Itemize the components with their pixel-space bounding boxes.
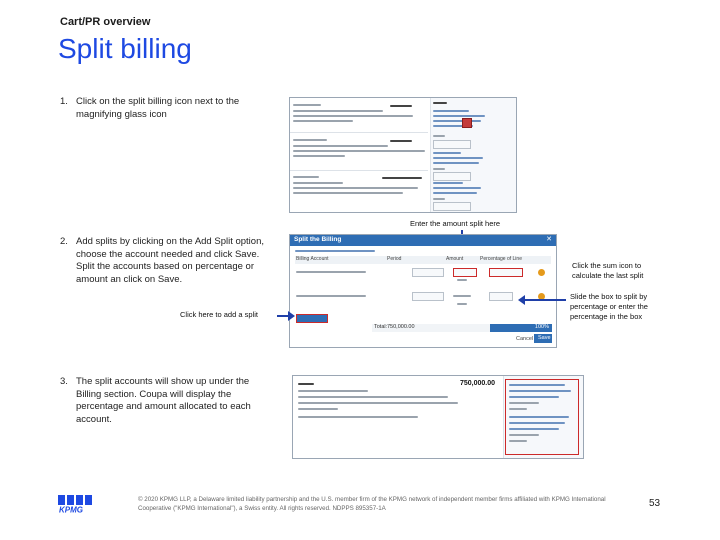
cancel-button[interactable]: Cancel (516, 336, 534, 342)
page-number: 53 (649, 498, 661, 509)
step-3 (60, 376, 260, 426)
close-icon[interactable]: ✕ (546, 236, 552, 243)
col-amount: Amount (446, 256, 464, 262)
split-billing-icon[interactable] (462, 118, 472, 128)
dialog-titlebar (290, 235, 556, 246)
col-period: Period (387, 256, 402, 262)
sum-icon[interactable] (538, 269, 545, 276)
billing-result-screenshot (292, 375, 584, 459)
step-text: Add splits by clicking on the Add Split option, choose the account needed and click Save. Split the accounts based on percentage or amount an click on Save. (76, 236, 265, 285)
step-1 (60, 96, 270, 121)
callout-add-split: Click here to add a split (180, 310, 258, 319)
page-title: Split billing (58, 33, 192, 64)
step-text: Click on the split billing icon next to the magnifying glass icon (76, 96, 240, 120)
period-select[interactable] (412, 292, 444, 301)
arrow-head-icon (288, 311, 295, 321)
arrow-head-icon (518, 295, 525, 305)
step-2 (60, 236, 274, 286)
footer-copyright: © 2020 KPMG LLP, a Delaware limited liability partnership and the U.S. member firm of the KPMG network of independent member firms affiliated with KPMG International Cooperative ("KPMG International"), a Swiss entity. All rights reserved. NDPPS 895357-1A (138, 496, 606, 512)
save-label: Save (538, 335, 551, 341)
save-button[interactable] (534, 334, 552, 343)
callout-enter-amount: Enter the amount split here (410, 219, 501, 228)
dialog-title: Split the Billing (294, 236, 342, 243)
add-split-button[interactable] (296, 314, 328, 323)
amount-input[interactable] (453, 268, 477, 277)
col-billing-account: Billing Account (296, 256, 329, 262)
billing-screenshot-1 (289, 97, 517, 213)
step-number: 2. (60, 236, 68, 247)
step-text: The split accounts will show up under the Billing section. Coupa will display the percentage and amount allocated to each account. (76, 376, 251, 425)
callout-slide-box: Slide the box to split by percentage or enter the percentage in the box (570, 292, 648, 321)
period-select[interactable] (412, 268, 444, 277)
percentage-input[interactable] (489, 268, 523, 277)
percentage-input[interactable] (489, 292, 513, 301)
percent-value: 100% (534, 324, 549, 330)
percent-bar (490, 324, 552, 332)
svg-text:KPMG: KPMG (59, 505, 83, 513)
arrow-left (524, 299, 566, 301)
result-amount: 750,000.00 (460, 380, 496, 387)
total-value: 750,000.00 (387, 324, 415, 330)
section-kicker: Cart/PR overview (60, 16, 151, 28)
total-label: Total: (374, 324, 388, 330)
step-number: 3. (60, 376, 68, 387)
step-number: 1. (60, 96, 68, 107)
kpmg-logo (58, 495, 94, 513)
col-percentage: Percentage of Line (480, 256, 522, 262)
callout-sum-icon: Click the sum icon to calculate the last split (572, 261, 644, 280)
split-billing-dialog (289, 234, 557, 348)
